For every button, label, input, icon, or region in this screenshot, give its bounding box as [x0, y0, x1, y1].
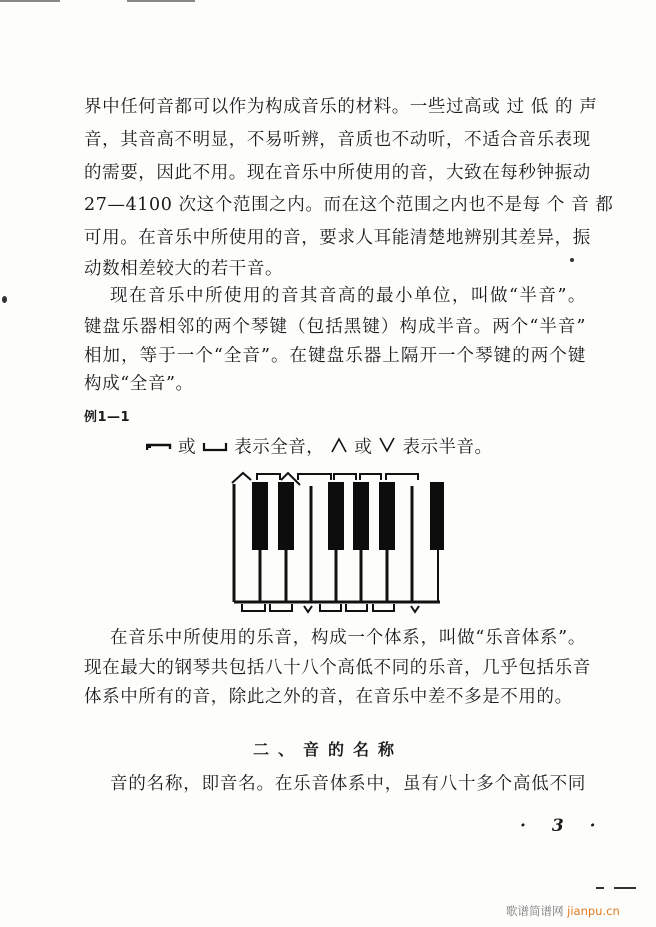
scan-mark: [614, 887, 636, 889]
legend-whole-tone-text: 表示全音，: [234, 437, 325, 458]
section-heading: 二、音的名称: [252, 740, 403, 759]
text-line: 27—4100 次这个范围之内。而在这个范围之内也不是每 个 音 都: [84, 195, 614, 215]
example-label: 例1—1: [84, 410, 131, 425]
scan-edge-mark: [0, 0, 60, 2]
legend-or: 或: [354, 437, 373, 458]
scan-mark: [596, 887, 604, 889]
text-line: 相加，等于一个“全音”。在键盘乐器上隔开一个琴键的两个键: [84, 346, 586, 366]
text-line: 键盘乐器相邻的两个琴键（包括黑键）构成半音。两个“半音”: [84, 317, 586, 337]
text-line: 体系中所有的音，除此之外的音，在音乐中差不多是不用的。: [84, 687, 573, 707]
text-line: 构成“全音”。: [84, 374, 194, 394]
text-line: 界中任何音都可以作为构成音乐的材料。一些过高或 过 低 的 声: [84, 97, 598, 117]
text-line: 在音乐中所使用的乐音，构成一个体系，叫做“乐音体系”。: [110, 628, 586, 648]
whole-tone-up-bracket-icon: [146, 437, 172, 459]
half-tone-down-caret-icon: [378, 436, 396, 460]
scan-speck: [2, 296, 7, 303]
whole-tone-down-bracket-icon: [202, 437, 228, 459]
page-number: · 3 ·: [520, 816, 606, 836]
text-line: 现在最大的钢琴共包括八十八个高低不同的乐音，几乎包括乐音: [84, 658, 591, 678]
text-line: 现在音乐中所使用的音其音高的最小单位，叫做“半音”。: [110, 286, 586, 306]
legend-or: 或: [178, 437, 197, 458]
text-line: 可用。在音乐中所使用的音，要求人耳能清楚地辨别其差异，振: [84, 228, 591, 248]
half-tone-up-caret-icon: [330, 436, 348, 460]
scan-edge-mark: [127, 0, 195, 2]
text-line: 音的名称，即音名。在乐音体系中，虽有八十多个高低不同: [110, 774, 586, 794]
watermark-domain: jianpu.cn: [567, 904, 620, 918]
piano-keyboard-diagram: [228, 470, 444, 615]
watermark: [506, 903, 620, 919]
text-line: 音，其音高不明显，不易听辨，音质也不动听，不适合音乐表现: [84, 130, 591, 150]
piano-keyboard-figure: [228, 470, 444, 615]
watermark-site-name: 歌谱简谱网: [506, 904, 564, 918]
legend-half-tone-text: 表示半音。: [402, 437, 493, 458]
text-line: 的需要，因此不用。现在音乐中所使用的音，大致在每秒钟振动: [84, 163, 591, 183]
text-line: 动数相差较大的若干音。: [84, 259, 284, 279]
example-legend: [146, 436, 493, 460]
